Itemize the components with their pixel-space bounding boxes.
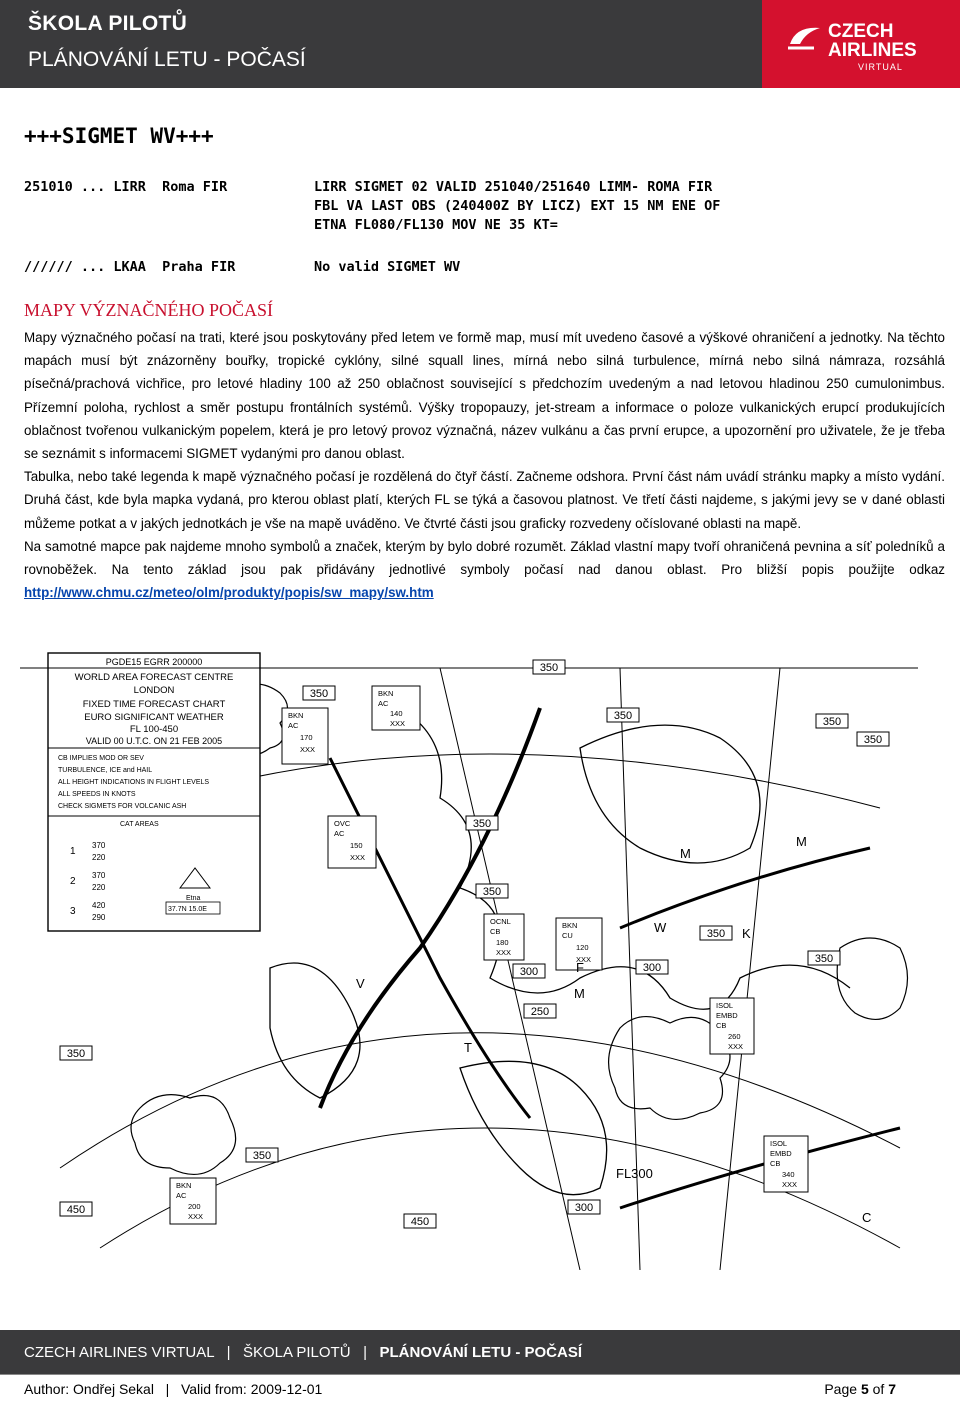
sigmet-row-left: ////// ... LKAA Praha FIR (24, 259, 236, 275)
logo-text-czech: CZECH (828, 21, 894, 42)
legend-note: TURBULENCE, ICE and HAIL (58, 767, 153, 774)
cloud-label: 170 (300, 733, 313, 742)
page-header (0, 0, 960, 88)
area-letter: M (680, 846, 691, 861)
cloud-label: CB (716, 1021, 727, 1030)
cloud-label: OVC (334, 819, 351, 828)
cloud-label: CB (770, 1159, 781, 1168)
footer-breadcrumb (24, 1344, 582, 1361)
sigmet-row-left: 251010 ... LIRR Roma FIR (24, 179, 228, 195)
cloud-label: XXX (782, 1180, 798, 1189)
header-subtitle: PLÁNOVÁNÍ LETU - POČASÍ (28, 48, 306, 71)
tropopause-box: 350 (252, 1150, 272, 1162)
tropopause-box: 350 (539, 662, 559, 674)
area-letter: W (654, 920, 667, 935)
cloud-label: XXX (728, 1042, 744, 1051)
legend-line: PGDE15 EGRR 200000 (105, 657, 203, 667)
chmu-link[interactable]: http://www.chmu.cz/meteo/olm/produkty/popis/sw_mapy/sw.htm (24, 585, 434, 601)
cloud-label: BKN (378, 689, 394, 698)
tropopause-box: 350 (706, 928, 726, 940)
header-title: ŠKOLA PILOTŮ (28, 12, 188, 35)
legend-note: ALL SPEEDS IN KNOTS (58, 791, 136, 798)
paragraph (24, 535, 945, 605)
area-letter: K (742, 926, 751, 941)
cloud-label: OCNL (490, 917, 511, 926)
tropopause-box: 450 (66, 1204, 86, 1216)
sigmet-row-right: LIRR SIGMET 02 VALID 251040/251640 LIMM- ROMA FIR (314, 179, 713, 195)
legend-line: VALID 00 U.T.C. ON 21 FEB 2005 (85, 736, 223, 746)
volcano-position: 37.7N 15.0E (168, 906, 207, 913)
section-heading: MAPY VÝZNAČNÉHO POČASÍ (24, 300, 274, 320)
legend-note: CB IMPLIES MOD OR SEV (58, 755, 144, 762)
cat-value: 370 (92, 841, 106, 850)
legend-line: FL 100-450 (129, 724, 179, 735)
cloud-label: EMBD (716, 1011, 738, 1020)
body-text (24, 326, 945, 604)
area-letter: F (576, 960, 584, 975)
cloud-label: 340 (782, 1170, 795, 1179)
cloud-label: AC (334, 829, 345, 838)
cloud-label: AC (288, 721, 299, 730)
legend-line: LONDON (133, 685, 175, 696)
tropopause-box: 350 (309, 688, 329, 700)
tropopause-box: 250 (530, 1006, 550, 1018)
cloud-label: XXX (188, 1212, 204, 1221)
czech-airlines-logo (762, 0, 960, 88)
area-letter: C (862, 1210, 872, 1225)
cat-value: 220 (92, 853, 106, 862)
cloud-label: XXX (390, 719, 406, 728)
paragraph: Mapy význačného počasí na trati, které jsou poskytovány před letem ve formě map, musí mít uvedeno časové a výškové ohraničení a jednotky. Na těchto mapách musí být znázorněny bouřky, tropické cyklóny, silné squall lines, mírná nebo silná turbulence, mírná nebo silná námraza, rozsáhlá písečná/prachová vichřice, pro letové hladiny 100 až 250 oblačnost související s předchozím uvedeným a nad letovou hladinou 250 cumulonimbus. Přízemní poloha, rychlost a směr postupu frontálních systémů. Výšky tropopauzy, jet-stream a informace o poloze vulkanických erupcí produkujících oblačnost tvořenou vulkanickým popelem, která je pro letový provoz význačná, název vulkánu a čas první erupce, a upozornění pro uživatele, že je třeba se seznámit s informacemi SIGMET vydanými pro danou oblast. (24, 330, 945, 462)
cloud-label: BKN (562, 921, 578, 930)
legend-note: ALL HEIGHT INDICATIONS IN FLIGHT LEVELS (58, 779, 210, 786)
cat-value: 370 (92, 871, 106, 880)
footer-info (0, 1374, 960, 1406)
sigmet-title: +++SIGMET WV+++ (24, 124, 214, 148)
cloud-label: XXX (350, 853, 366, 862)
footer-separator: | (165, 1381, 170, 1397)
tropopause-box: 300 (642, 962, 662, 974)
csa-logo-icon (786, 22, 822, 52)
sigmet-row-right: ETNA FL080/FL130 MOV NE 35 KT= (314, 217, 558, 233)
footer-bar (0, 1330, 960, 1374)
tropopause-box: 300 (574, 1202, 594, 1214)
page-of: of (872, 1381, 885, 1397)
valid-from: Valid from: 2009-12-01 (180, 1381, 323, 1397)
cloud-label: XXX (576, 955, 592, 964)
cat-value: 290 (92, 913, 106, 922)
tropopause-box: 450 (410, 1216, 430, 1228)
tropopause-box: 350 (613, 710, 633, 722)
cat-value: 420 (92, 901, 106, 910)
tropopause-box: 300 (519, 966, 539, 978)
footer-separator: | (226, 1344, 231, 1361)
logo-text-airlines: AIRLINES (828, 40, 917, 61)
cloud-label: BKN (288, 711, 304, 720)
cat-areas-title: CAT AREAS (120, 821, 159, 828)
cloud-label: CB (490, 927, 501, 936)
cloud-label: ISOL (716, 1001, 734, 1010)
footer-school: ŠKOLA PILOTŮ (243, 1344, 351, 1361)
front-label: FL300 (616, 1166, 653, 1181)
cloud-label: 140 (390, 709, 403, 718)
page-prefix: Page (824, 1381, 858, 1397)
area-letter: M (796, 834, 807, 849)
cat-area-number: 3 (70, 906, 76, 917)
legend-line: WORLD AREA FORECAST CENTRE (74, 672, 234, 683)
cat-area-number: 2 (70, 876, 76, 887)
cloud-label: 200 (188, 1202, 201, 1211)
tropopause-box: 350 (814, 953, 834, 965)
logo-text-virtual: VIRTUAL (858, 62, 903, 72)
tropopause-box: 350 (472, 818, 492, 830)
cloud-label: 180 (496, 938, 509, 947)
area-letter: M (574, 986, 585, 1001)
cloud-label: AC (176, 1191, 187, 1200)
significant-weather-map (20, 648, 918, 1270)
volcano-name: Etna (186, 895, 201, 902)
cloud-label: AC (378, 699, 389, 708)
page-total: 7 (888, 1381, 896, 1397)
footer-author-line (24, 1381, 322, 1397)
sigmet-row-right: No valid SIGMET WV (314, 259, 461, 275)
tropopause-box: 350 (66, 1048, 86, 1060)
tropopause-box: 350 (822, 716, 842, 728)
author: Author: Ondřej Sekal (24, 1381, 154, 1397)
cat-area-number: 1 (70, 846, 76, 857)
legend-line: EURO SIGNIFICANT WEATHER (84, 712, 224, 723)
cloud-label: 150 (350, 841, 363, 850)
cloud-label: 120 (576, 943, 589, 952)
tropopause-box: 350 (863, 734, 883, 746)
area-letter: V (356, 976, 365, 991)
cloud-label: XXX (300, 745, 316, 754)
legend-note: CHECK SIGMETS FOR VOLCANIC ASH (58, 803, 187, 810)
cloud-label: XXX (496, 948, 512, 957)
paragraph: Tabulka, nebo také legenda k mapě význačného počasí je rozdělená do čtyř částí. Začneme odshora. První část nám uvádí stránku mapky a místo vydání. Druhá část, kde byla mapka vydaná, pro kterou oblast platí, kterých FL se týká a časovou platnost. Ve třetí části najdeme, s jakými jevy se v dané oblasti můžeme potkat a v jakých jednotkách je vše na mapě uváděno. Ve čtvrté části jsou graficky rozvedeny očíslované oblasti na mapě. (24, 469, 945, 531)
paragraph-text: Na samotné mapce pak najdeme mnoho symbolů a značek, kterým by bylo dobré rozumět. Základ vlastní mapy tvoří ohraničená pevnina a síť poledníků a rovnoběžek. Na tento základ jsou pak přidávány jednotlivé symboly počasí nad danou oblast. Pro bližší popis použijte odkaz (24, 538, 945, 578)
legend-line: FIXED TIME FORECAST CHART (82, 699, 226, 710)
cat-value: 220 (92, 883, 106, 892)
cloud-label: EMBD (770, 1149, 792, 1158)
footer-separator: | (363, 1344, 367, 1361)
page-number (824, 1381, 896, 1397)
footer-topic: PLÁNOVÁNÍ LETU - POČASÍ (379, 1344, 582, 1361)
footer-org: CZECH AIRLINES VIRTUAL (24, 1344, 215, 1361)
cloud-label: CU (562, 931, 573, 940)
page-current: 5 (860, 1381, 869, 1397)
area-letter: T (464, 1040, 472, 1055)
cloud-label: ISOL (770, 1139, 788, 1148)
sigmet-row-right: FBL VA LAST OBS (240400Z BY LICZ) EXT 15 NM ENE OF (314, 198, 721, 214)
cloud-label: BKN (176, 1181, 192, 1190)
cloud-label: 260 (728, 1032, 741, 1041)
tropopause-box: 350 (482, 886, 502, 898)
